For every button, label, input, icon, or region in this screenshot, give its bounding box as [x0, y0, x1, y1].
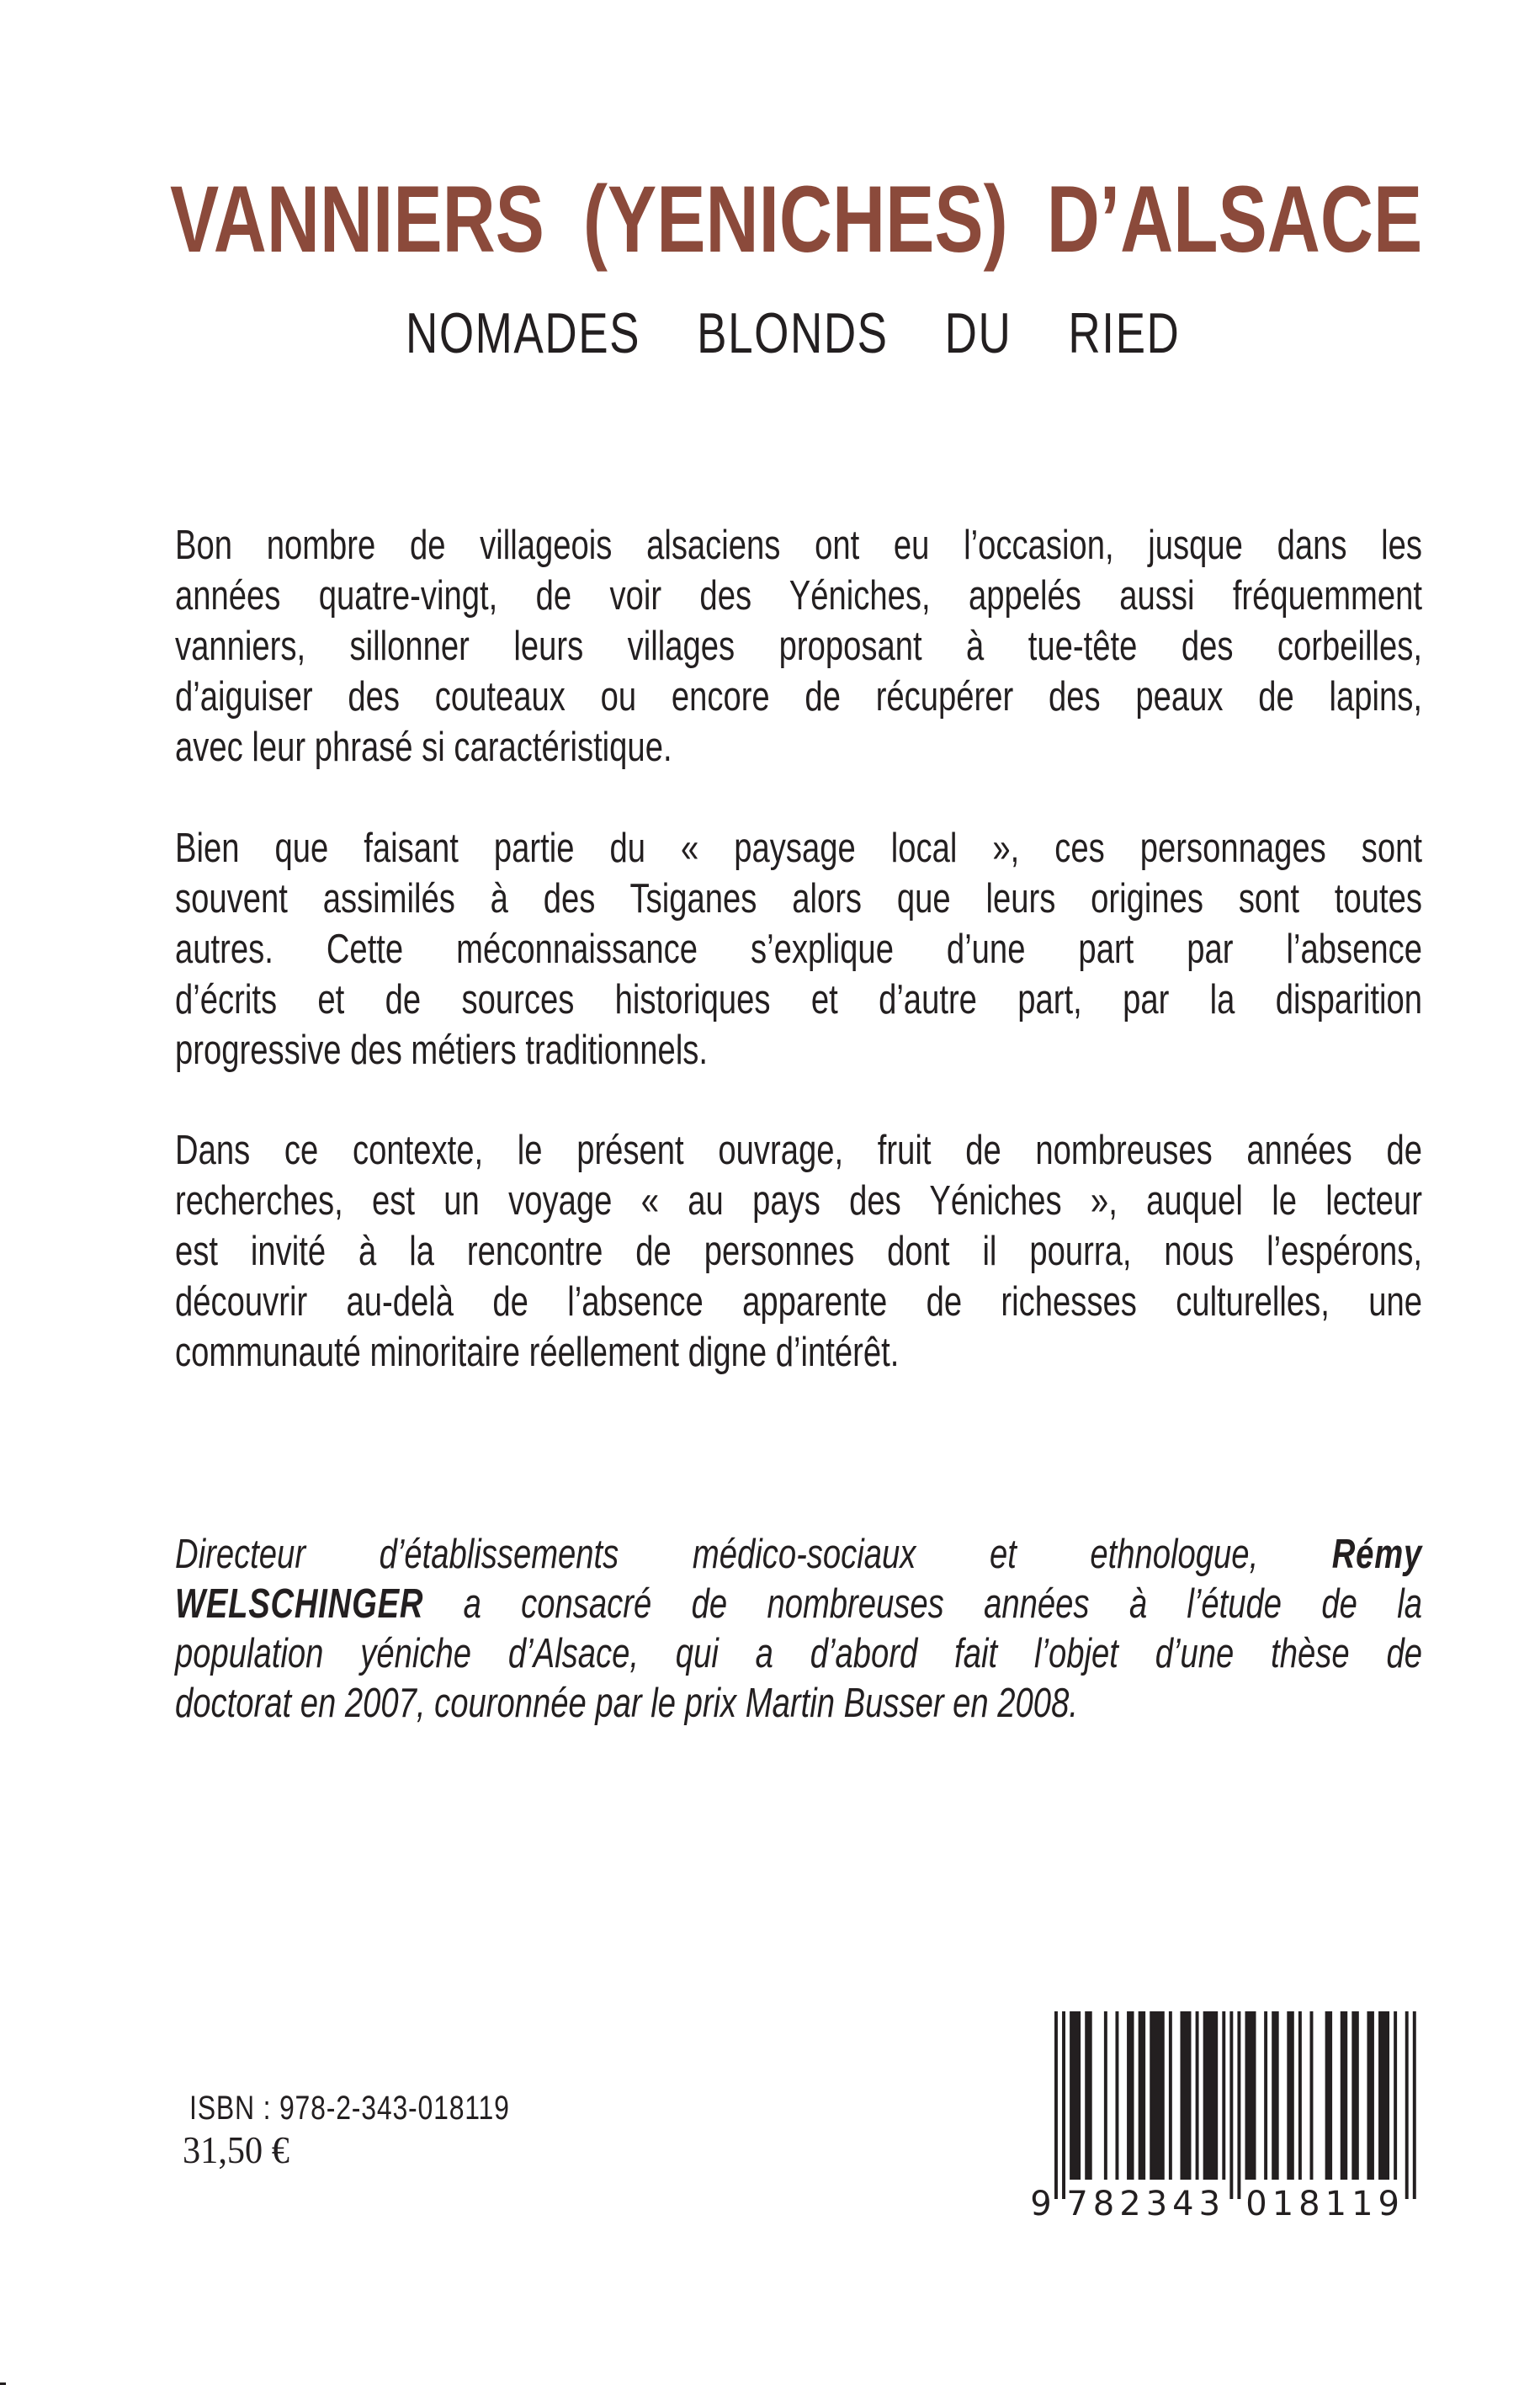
- blurb-line: progressive des métiers traditionnels.: [175, 1028, 709, 1073]
- bio-text: Directeur d’établissements médico-sociaux et ethnologue,: [175, 1532, 1259, 1577]
- blurb-line: années quatre-vingt, de voir des Yéniches, appelés aussi fréquemment: [175, 573, 1422, 619]
- bio-line: population yéniche d’Alsace, qui a d’abord fait l’objet d’une thèse de: [175, 1631, 1422, 1676]
- blurb-line: est invité à la rencontre de personnes dont il pourra, nous l’espérons,: [175, 1229, 1422, 1274]
- price: 31,50 €: [183, 2128, 289, 2171]
- barcode-icon: [1022, 2007, 1426, 2226]
- svg-text:782343: 782343: [1066, 2185, 1226, 2223]
- isbn-label: ISBN : 978-2-343-018119: [189, 2090, 510, 2127]
- book-subtitle: NOMADES BLONDS DU RIED: [406, 301, 1181, 365]
- blurb-line: souvent assimilés à des Tsiganes alors que leurs origines sont toutes: [175, 876, 1422, 922]
- svg-text:9: 9: [1030, 2185, 1052, 2223]
- book-title: VANNIERS (YENICHES) D’ALSACE: [170, 167, 1423, 272]
- author-first-name: Rémy: [1331, 1532, 1422, 1577]
- bio-line: doctorat en 2007, couronnée par le prix Martin Busser en 2008.: [175, 1681, 1078, 1726]
- blurb-line: Dans ce contexte, le présent ouvrage, fruit de nombreuses années de: [175, 1128, 1422, 1173]
- author-last-name: WELSCHINGER: [175, 1581, 424, 1627]
- bio-text: a consacré de nombreuses années à l’étude de la: [463, 1581, 1423, 1627]
- ean13-barcode: [1022, 2007, 1426, 2226]
- blurb-line: découvrir au-delà de l’absence apparente de richesses culturelles, une: [175, 1279, 1422, 1325]
- blurb-line: recherches, est un voyage « au pays des Yéniches », auquel le lecteur: [175, 1178, 1422, 1224]
- bio-line: [175, 1579, 1422, 1629]
- blurb-line: avec leur phrasé si caractéristique.: [175, 725, 672, 770]
- svg-text:018119: 018119: [1245, 2185, 1405, 2223]
- bio-line: [175, 1529, 1422, 1580]
- blurb-line: Bon nombre de villageois alsaciens ont eu l’occasion, jusque dans les: [175, 523, 1422, 568]
- blurb-line: d’aiguiser des couteaux ou encore de récupérer des peaux de lapins,: [175, 674, 1422, 720]
- blurb-line: communauté minoritaire réellement digne d’intérêt.: [175, 1330, 900, 1375]
- blurb-line: vanniers, sillonner leurs villages proposant à tue-tête des corbeilles,: [175, 624, 1422, 669]
- blurb-line: autres. Cette méconnaissance s’explique d’une part par l’absence: [175, 927, 1422, 972]
- blurb-line: Bien que faisant partie du « paysage local », ces personnages sont: [175, 826, 1422, 871]
- blurb-line: d’écrits et de sources historiques et d’autre part, par la disparition: [175, 977, 1422, 1023]
